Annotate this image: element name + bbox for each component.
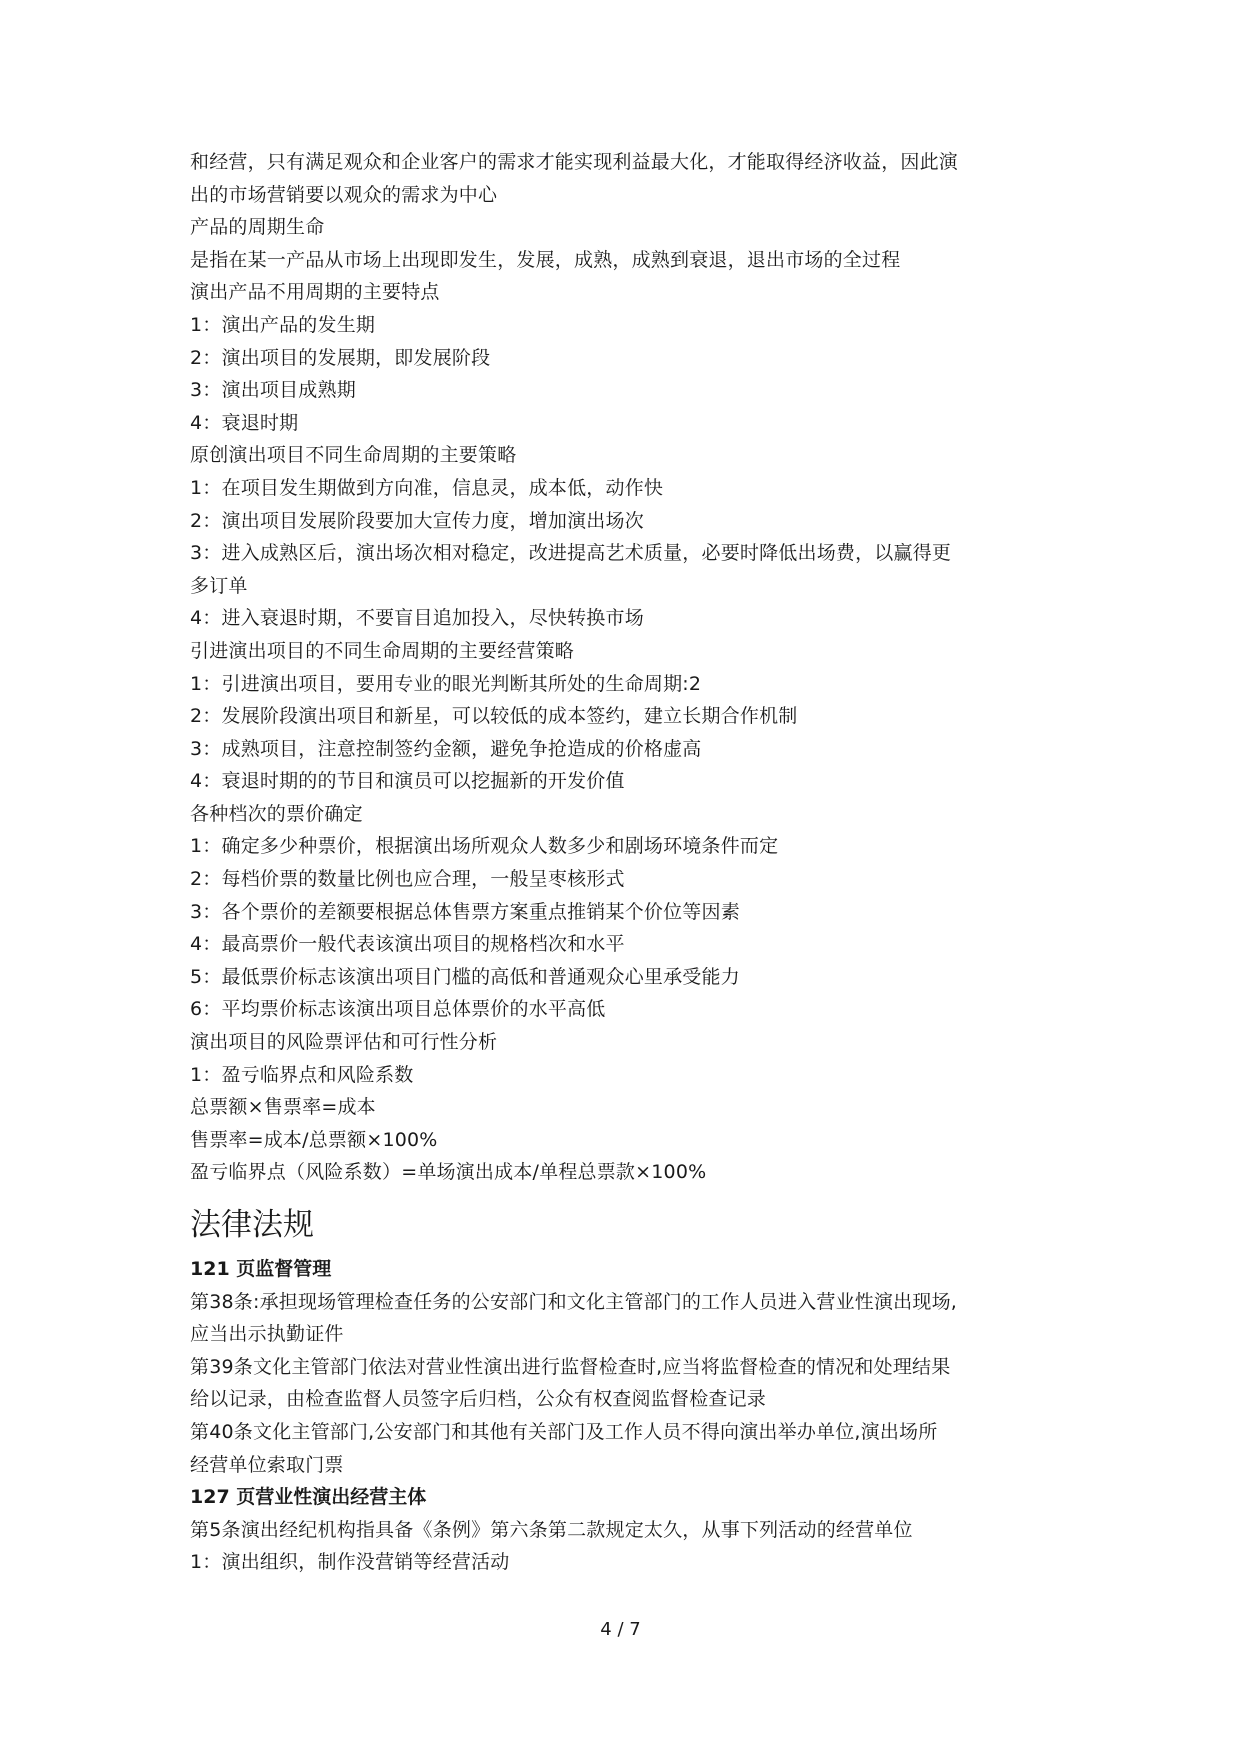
page-number: 4 / 7 (600, 1619, 641, 1640)
text-line: 和经营，只有满足观众和企业客户的需求才能实现利益最大化，才能取得经济收益，因此演 (190, 151, 959, 173)
text-line: 4：衰退时期 (190, 411, 299, 434)
text-line: 出的市场营销要以观众的需求为中心 (190, 183, 498, 206)
text-line: 1：确定多少种票价，根据演出场所观众人数多少和剧场环境条件而定 (190, 835, 779, 858)
text-line: 1：演出组织，制作没营销等经营活动 (190, 1551, 510, 1574)
text-line: 给以记录，由检查监督人员签字后归档，公众有权查阅监督检查记录 (190, 1388, 767, 1411)
text-line: 第38条:承担现场管理检查任务的公安部门和文化主管部门的工作人员进入营业性演出现场, (190, 1290, 958, 1313)
text-line: 3：进入成熟区后，演出场次相对稳定，改进提高艺术质量，必要时降低出场费，以赢得更 (190, 542, 952, 565)
text-line: 是指在某一产品从市场上出现即发生，发展，成熟，成熟到衰退，退出市场的全过程 (190, 248, 901, 271)
text-line: 第39条文化主管部门依法对营业性演出进行监督检查时,应当将监督检查的情况和处理结果 (190, 1355, 951, 1378)
text-line: 经营单位索取门票 (190, 1453, 344, 1476)
text-line: 盈亏临界点（风险系数）=单场演出成本/单程总票款×100% (190, 1161, 707, 1184)
text-line: 第40条文化主管部门,公安部门和其他有关部门及工作人员不得向演出举办单位,演出场所 (190, 1420, 938, 1443)
text-line: 2：演出项目发展阶段要加大宣传力度，增加演出场次 (190, 509, 644, 532)
text-line: 6：平均票价标志该演出项目总体票价的水平高低 (190, 998, 606, 1021)
text-line: 3：各个票价的差额要根据总体售票方案重点推销某个价位等因素 (190, 900, 740, 923)
document-body (190, 146, 1070, 1579)
text-line: 4：进入衰退时期，不要盲目追加投入，尽快转换市场 (190, 607, 644, 630)
text-line: 演出产品不用周期的主要特点 (190, 281, 440, 304)
text-line: 1：在项目发生期做到方向准，信息灵，成本低，动作快 (190, 476, 664, 499)
section-title-supervision: 121 页监督管理 (190, 1258, 332, 1280)
text-line: 4：最高票价一般代表该演出项目的规格档次和水平 (190, 933, 625, 956)
text-line: 总票额×售票率=成本 (190, 1096, 376, 1119)
heading-laws-regulations: 法律法规 (190, 1207, 314, 1243)
text-line: 2：发展阶段演出项目和新星，可以较低的成本签约，建立长期合作机制 (190, 705, 798, 728)
text-block-1 (190, 146, 1070, 1189)
text-line: 1：引进演出项目，要用专业的眼光判断其所处的生命周期:2 (190, 672, 702, 695)
text-line: 引进演出项目的不同生命周期的主要经营策略 (190, 639, 575, 662)
text-line: 4：衰退时期的的节目和演员可以挖掘新的开发价值 (190, 770, 625, 793)
text-line: 3：成熟项目，注意控制签约金额，避免争抢造成的价格虚高 (190, 737, 702, 760)
section-title-business-entity: 127 页营业性演出经营主体 (190, 1486, 427, 1509)
text-line: 第5条演出经纪机构指具备《条例》第六条第二款规定太久，从事下列活动的经营单位 (190, 1518, 913, 1541)
text-line: 演出项目的风险票评估和可行性分析 (190, 1031, 498, 1054)
text-line: 3：演出项目成熟期 (190, 379, 356, 402)
text-line: 5：最低票价标志该演出项目门槛的高低和普通观众心里承受能力 (190, 965, 740, 988)
text-line: 2：演出项目的发展期，即发展阶段 (190, 346, 491, 369)
text-block-business-entity (190, 1514, 1070, 1579)
text-line: 售票率=成本/总票额×100% (190, 1128, 438, 1151)
text-line: 应当出示执勤证件 (190, 1323, 344, 1346)
text-block-supervision (190, 1286, 1070, 1482)
text-line: 产品的周期生命 (190, 216, 325, 239)
text-line: 多订单 (190, 574, 248, 597)
text-line: 原创演出项目不同生命周期的主要策略 (190, 444, 517, 467)
text-line: 2：每档价票的数量比例也应合理，一般呈枣核形式 (190, 868, 625, 891)
text-line: 1：盈亏临界点和风险系数 (190, 1063, 414, 1086)
text-line: 各种档次的票价确定 (190, 802, 363, 825)
text-line: 1：演出产品的发生期 (190, 313, 376, 336)
